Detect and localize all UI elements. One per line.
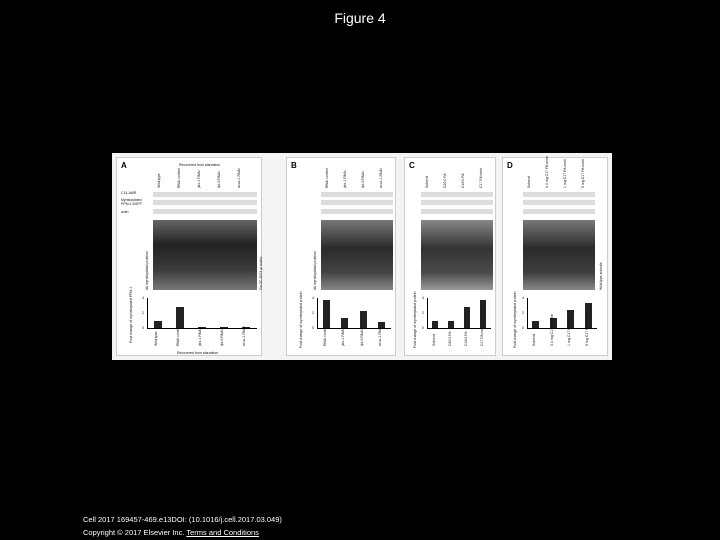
panel-b-blot-label: All myristoylated proteins: [313, 251, 317, 290]
lane-label: 1 mg C17 FA mmb: [563, 159, 567, 188]
panel-c-strip-3: [421, 209, 493, 214]
y-tick-label: 2: [312, 311, 314, 315]
bar: [480, 300, 486, 329]
lane-label: Wild-type: [157, 173, 161, 188]
citation-text: Cell 2017 169457-469.e13DOI: (10.1016/j.cell.2017.03.049): [83, 515, 282, 524]
panel-c-strip-1: [421, 192, 493, 197]
panel-c: [404, 157, 496, 356]
y-tick-label: 4: [422, 296, 424, 300]
copyright-line: [83, 528, 259, 537]
panel-b-strip-2: [321, 200, 393, 205]
panel-a-blot-label: All myristoylated proteins: [145, 251, 149, 290]
y-tick-label: 0: [522, 326, 524, 330]
lane-label: C20:0 FA: [443, 173, 447, 188]
x-category-label: RNAi control: [322, 326, 327, 346]
panel-a-letter: A: [121, 161, 127, 170]
figure-image: [112, 153, 612, 360]
lane-label: 5 mg C17 FA mmb: [581, 159, 585, 188]
x-axis: [147, 328, 257, 329]
lane-label: RNAi control: [325, 168, 329, 188]
bar: [323, 300, 330, 328]
panel-b-letter: B: [291, 161, 297, 170]
bar: [532, 321, 539, 329]
panel-a-header: Recovered from starvation: [179, 163, 221, 167]
x-category-label: C20:0 FA: [447, 331, 452, 346]
panel-a-row-label-2: Myristoylated PPM-1.6GFP: [121, 198, 142, 206]
panel-a-strip-1: [153, 192, 257, 197]
y-tick-label: 0: [422, 326, 424, 330]
y-tick-label: 4: [142, 296, 144, 300]
panel-b-y-label: Fold change of myristoylated protein: [299, 291, 303, 348]
panel-a-row-label-1: C14-AMR: [121, 191, 137, 195]
x-category-label: lipl-5 RNAi: [359, 329, 364, 346]
bar: [220, 327, 229, 329]
panel-d-blot: [523, 220, 595, 290]
bar: [154, 321, 163, 329]
x-category-label: Solvent: [532, 334, 537, 346]
panel-c-y-label: Fold change of myristoylated protein: [413, 291, 417, 348]
panel-c-letter: C: [409, 161, 415, 170]
panel-b-strip-1: [321, 192, 393, 197]
x-category-label: Solvent: [431, 334, 436, 346]
x-category-label: RNAi control: [175, 326, 180, 346]
terms-link[interactable]: Terms and Conditions: [186, 528, 259, 537]
bar: [432, 321, 438, 329]
panel-d: [502, 157, 608, 356]
lane-label: C17 FA mmb: [479, 167, 483, 188]
bar: [360, 311, 367, 328]
x-category-label: 0.4 mg C17 FA mmb: [549, 314, 554, 346]
panel-b: [286, 157, 396, 356]
y-axis: [147, 298, 148, 328]
panel-b-blot: [321, 220, 393, 290]
lane-label: RNAi control: [177, 168, 181, 188]
x-category-label: C18:0 FA: [463, 331, 468, 346]
bar: [464, 307, 470, 328]
panel-a-strip-3: [153, 209, 257, 214]
lane-label: C18:0 FA: [461, 173, 465, 188]
x-category-label: 1 mg C17 FA mmb: [567, 317, 572, 346]
y-tick-label: 2: [522, 311, 524, 315]
x-category-label: Wild-type: [153, 331, 158, 346]
citation-line: [83, 515, 282, 524]
bar: [176, 307, 185, 328]
panel-b-strip-3: [321, 209, 393, 214]
panel-a-row-label-3: actin: [121, 210, 129, 214]
panel-a-strip-2: [153, 200, 257, 205]
y-tick-label: 4: [312, 296, 314, 300]
y-tick-label: 2: [142, 311, 144, 315]
panel-a: [116, 157, 262, 356]
panel-a-x-label: Recovered from starvation: [177, 351, 219, 355]
y-axis: [527, 298, 528, 328]
panel-a-side-label: Gα 2C-2023 μl matrix: [259, 256, 263, 290]
x-category-label: acox-1 RNAi: [378, 326, 383, 346]
bar: [448, 321, 454, 329]
x-category-label: 5 mg C17 FA mmb: [584, 317, 589, 346]
x-category-label: jkin-1 RNAi: [197, 328, 202, 346]
lane-label: jkin-1 RNAi: [343, 170, 347, 188]
copyright-text: Copyright © 2017 Elsevier Inc.: [83, 528, 185, 537]
panel-d-strip-2: [523, 200, 595, 205]
y-axis: [427, 298, 428, 328]
y-tick-label: 4: [522, 296, 524, 300]
x-category-label: acox-1 RNAi: [241, 326, 246, 346]
lane-label: acox-1 RNAi: [379, 168, 383, 188]
x-category-label: lipl-5 RNAi: [219, 329, 224, 346]
panel-d-strip-1: [523, 192, 595, 197]
panel-c-blot: [421, 220, 493, 290]
panel-d-letter: D: [507, 161, 513, 170]
slide-title: Figure 4: [334, 10, 386, 26]
y-tick-label: 0: [142, 326, 144, 330]
lane-label: Solvent: [527, 176, 531, 188]
panel-a-y-label: Fold change of myristoylated PPM-1: [129, 286, 133, 343]
x-category-label: C17 FA mmb: [479, 325, 484, 346]
panel-c-strip-2: [421, 200, 493, 205]
lane-label: jkin-1 RNAi: [197, 170, 201, 188]
x-category-label: jkin-1 RNAi: [341, 328, 346, 346]
y-tick-label: 2: [422, 311, 424, 315]
y-axis: [317, 298, 318, 328]
panel-a-blot: [153, 220, 257, 290]
panel-d-strip-3: [523, 209, 595, 214]
lane-label: lipl-5 RNAi: [217, 171, 221, 188]
lane-label: Solvent: [425, 176, 429, 188]
panel-d-side-label: Wild-type animals: [599, 262, 603, 290]
lane-label: 0.4 mg C17 FA mmb: [545, 156, 549, 188]
lane-label: lipl-5 RNAi: [361, 171, 365, 188]
panel-d-y-label: Fold change of myristoylated protein: [513, 291, 517, 348]
y-tick-label: 0: [312, 326, 314, 330]
bar: [341, 318, 348, 328]
lane-label: acox-1 RNAi: [237, 168, 241, 188]
